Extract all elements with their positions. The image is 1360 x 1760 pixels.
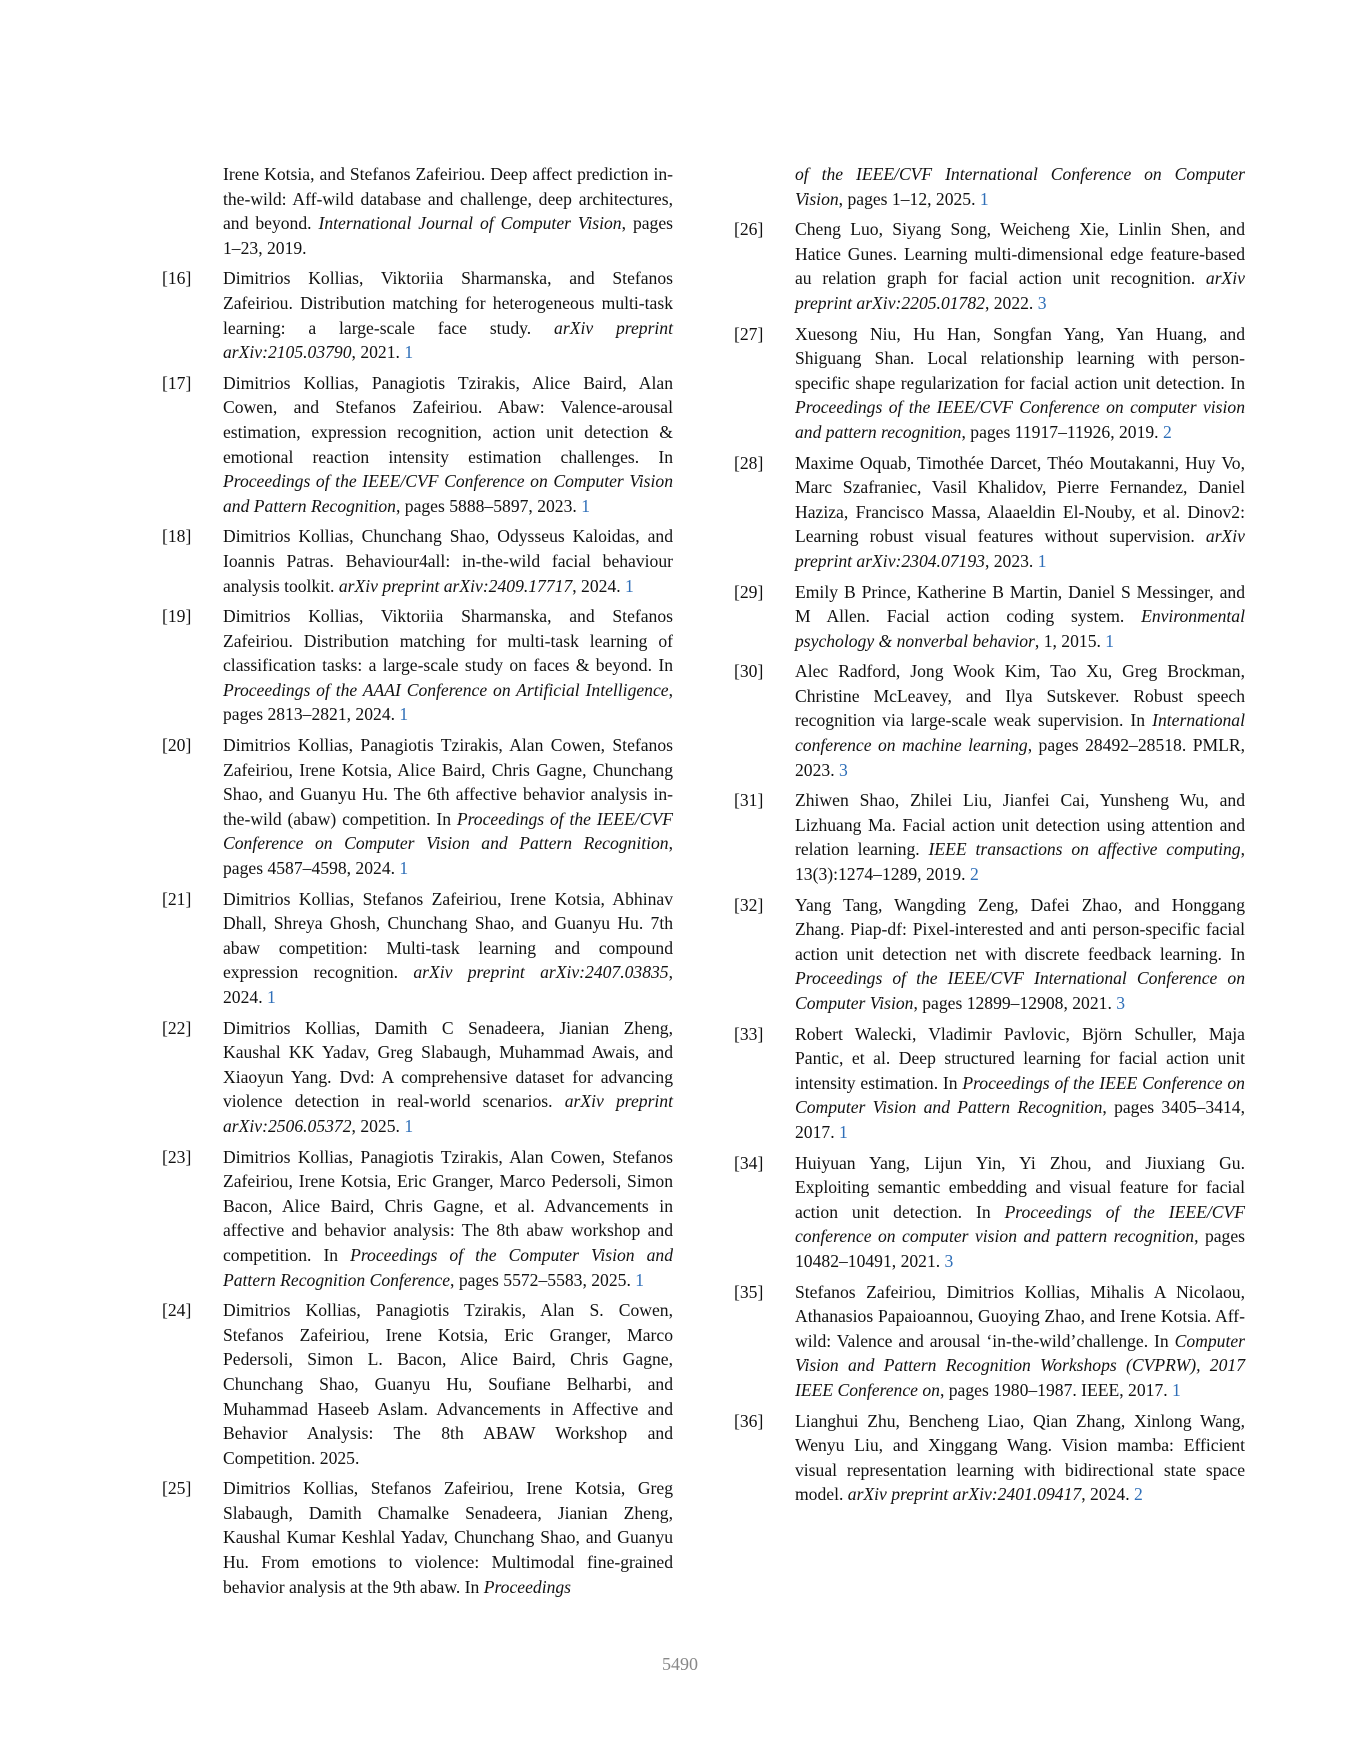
citation-backlink[interactable]: 1 bbox=[581, 495, 590, 516]
reference-33: [33] Robert Walecki, Vladimir Pavlovic, Björn Schuller, Maja Pantic, et al. Deep structured learning for facial action unit intensity estimation. In Proceedings of the IEEE Conference on Computer Vision and Pattern Recognition, pages 3405–3414, 2017. 1 bbox=[734, 1023, 1246, 1142]
reference-number: [30] bbox=[734, 661, 764, 682]
reference-17: [17] Dimitrios Kollias, Panagiotis Tzirakis, Alice Baird, Alan Cowen, and Stefanos Zafeiriou. Abaw: Valence-arousal estimation, expression recognition, action unit detection & emotional reaction intensity estimation challenges. In Proceedings of the IEEE/CVF Conference on Computer Vision and Pattern Recognition, pages 5888–5897, 2023. 1 bbox=[162, 372, 673, 516]
reference-35: [35] Stefanos Zafeiriou, Dimitrios Kollias, Mihalis A Nicolaou, Athanasios Papaioannou, Guoying Zhao, and Irene Kotsia. Aff-wild: Valence and arousal ‘in-the-wild’challenge. In Computer Vision and Pattern Recognition Workshops (CVPRW), 2017 IEEE Conference on, pages 1980–1987. IEEE, 2017. 1 bbox=[734, 1281, 1245, 1400]
citation-backlink[interactable]: 1 bbox=[625, 575, 634, 596]
reference-number: [31] bbox=[734, 790, 764, 811]
page-number: 5490 bbox=[662, 1654, 698, 1674]
reference-number: [24] bbox=[162, 1300, 192, 1321]
reference-number: [23] bbox=[162, 1146, 192, 1167]
reference-32: [32] Yang Tang, Wangding Zeng, Dafei Zhao, and Honggang Zhang. Piap-df: Pixel-interested and anti person-specific facial action unit detection net with discrete feedback learning. In Proceedings of the IEEE/CVF International Conference on Computer Vision, pages 12899–12908, 2021. 3 bbox=[734, 894, 1245, 1013]
citation-backlink[interactable]: 2 bbox=[1133, 1484, 1143, 1505]
citation-backlink[interactable]: 2 bbox=[1162, 421, 1172, 442]
reference-number: [26] bbox=[734, 219, 764, 240]
citation-backlink[interactable]: 3 bbox=[838, 759, 848, 780]
reference-21: [21] Dimitrios Kollias, Stefanos Zafeiriou, Irene Kotsia, Abhinav Dhall, Shreya Ghosh, Chunchang Shao, and Guanyu Hu. 7th abaw competition: Multi-task learning and compound expression recognition. arXiv preprint arXiv:2407.03835, 2024. 1 bbox=[162, 888, 673, 1007]
reference-number: [27] bbox=[734, 323, 764, 344]
reference-number: [20] bbox=[162, 735, 192, 756]
reference-28: [28] Maxime Oquab, Timothée Darcet, Théo Moutakanni, Huy Vo, Marc Szafraniec, Vasil Khalidov, Pierre Fernandez, Daniel Haziza, Francisco Massa, Alaaeldin El-Nouby, et al. Dinov2: Learning robust visual features without supervision. arXiv preprint arXiv:2304.07193, 2023. 1 bbox=[734, 452, 1245, 571]
reference-number: [22] bbox=[162, 1017, 192, 1038]
citation-backlink[interactable]: 3 bbox=[944, 1250, 954, 1271]
citation-backlink[interactable]: 2 bbox=[969, 864, 979, 885]
reference-number: [34] bbox=[734, 1152, 764, 1173]
reference-34: [34] Huiyuan Yang, Lijun Yin, Yi Zhou, and Jiuxiang Gu. Exploiting semantic embedding and visual feature for facial action unit detection. In Proceedings of the IEEE/CVF conference on computer vision and pattern recognition, pages 10482–10491, 2021. 3 bbox=[734, 1152, 1246, 1271]
reference-number: [19] bbox=[162, 606, 192, 627]
reference-27: [27] Xuesong Niu, Hu Han, Songfan Yang, Yan Huang, and Shiguang Shan. Local relationship learning with person-specific shape regularization for facial action unit detection. In Proceedings of the IEEE/CVF Conference on computer vision and pattern recognition, pages 11917–11926, 2019. 2 bbox=[734, 323, 1245, 442]
reference-number: [17] bbox=[162, 372, 192, 393]
reference-31: [31] Zhiwen Shao, Zhilei Liu, Jianfei Cai, Yunsheng Wu, and Lizhuang Ma. Facial action unit detection using attention and relation learning. IEEE transactions on affective computing, 13(3):1274–1289, 2019. 2 bbox=[734, 790, 1245, 885]
reference-number: [36] bbox=[734, 1410, 764, 1431]
reference-20: [20] Dimitrios Kollias, Panagiotis Tzirakis, Alan Cowen, Stefanos Zafeiriou, Irene Kotsia, Alice Baird, Chris Gagne, Chunchang Shao, and Guanyu Hu. The 6th affective behavior analysis in-the-wild (abaw) competition. In Proceedings of the IEEE/CVF Conference on Computer Vision and Pattern Recognition, pages 4587–4598, 2024. 1 bbox=[162, 735, 673, 879]
reference-26: [26] Cheng Luo, Siyang Song, Weicheng Xie, Linlin Shen, and Hatice Gunes. Learning multi-dimensional edge feature-based au relation graph for facial action unit recognition. arXiv preprint arXiv:2205.01782, 2022. 3 bbox=[734, 219, 1245, 313]
citation-backlink[interactable]: 1 bbox=[404, 342, 414, 363]
citation-backlink[interactable]: 1 bbox=[1037, 550, 1047, 571]
reference-number: [32] bbox=[734, 894, 764, 915]
reference-continuation: Irene Kotsia, and Stefanos Zafeiriou. Deep affect prediction in-the-wild: Aff-wild database and challenge, deep architectures, and beyond. International Journal of Computer Vision, pages 1–23, 2019. bbox=[223, 164, 673, 258]
reference-23: [23] Dimitrios Kollias, Panagiotis Tzirakis, Alan Cowen, Stefanos Zafeiriou, Irene Kotsia, Eric Granger, Marco Pedersoli, Simon Bacon, Alice Baird, Chris Gagne, et al. Advancements in affective and behavior analysis: The 8th abaw workshop and competition. In Proceedings of the Computer Vision and Pattern Recognition Conference, pages 5572–5583, 2025. 1 bbox=[162, 1146, 673, 1290]
reference-continuation: of the IEEE/CVF International Conference on Computer Vision, pages 1–12, 2025. 1 bbox=[795, 164, 1245, 209]
reference-19: [19] Dimitrios Kollias, Viktoriia Sharmanska, and Stefanos Zafeiriou. Distribution matching for multi-task learning of classification tasks: a large-scale study on faces & beyond. In Proceedings of the AAAI Conference on Artificial Intelligence, pages 2813–2821, 2024. 1 bbox=[162, 606, 673, 725]
reference-number: [29] bbox=[734, 581, 764, 602]
citation-backlink[interactable]: 1 bbox=[1105, 630, 1115, 651]
reference-29: [29] Emily B Prince, Katherine B Martin, Daniel S Messinger, and M Allen. Facial action coding system. Environmental psychology & nonverbal behavior, 1, 2015. 1 bbox=[734, 581, 1245, 651]
citation-backlink[interactable]: 1 bbox=[979, 188, 989, 209]
reference-18: [18] Dimitrios Kollias, Chunchang Shao, Odysseus Kaloidas, and Ioannis Patras. Behaviour4all: in-the-wild facial behaviour analysis toolkit. arXiv preprint arXiv:2409.17717, 2024. 1 bbox=[162, 526, 673, 596]
reference-22: [22] Dimitrios Kollias, Damith C Senadeera, Jianian Zheng, Kaushal KK Yadav, Greg Slabaugh, Muhammad Awais, and Xiaoyun Yang. Dvd: A comprehensive dataset for advancing violence detection in real-world scenarios. arXiv preprint arXiv:2506.05372, 2025. 1 bbox=[162, 1017, 673, 1136]
citation-backlink[interactable]: 1 bbox=[266, 987, 276, 1007]
reference-number: [33] bbox=[734, 1023, 764, 1044]
citation-backlink[interactable]: 1 bbox=[838, 1121, 848, 1142]
reference-36: [36] Lianghui Zhu, Bencheng Liao, Qian Zhang, Xinlong Wang, Wenyu Liu, and Xinggang Wang. Vision mamba: Efficient visual representation learning with bidirectional state space model. arXiv preprint arXiv:2401.09417, 2024. 2 bbox=[734, 1410, 1245, 1505]
citation-backlink[interactable]: 1 bbox=[1172, 1379, 1181, 1400]
reference-24: [24] Dimitrios Kollias, Panagiotis Tzirakis, Alan S. Cowen, Stefanos Zafeiriou, Irene Kotsia, Eric Granger, Marco Pedersoli, Simon L. Bacon, Alice Baird, Chris Gagne, Chunchang Shao, Guanyu Hu, Soufiane Belharbi, and Muhammad Haseeb Aslam. Advancements in Affective and Behavior Analysis: The 8th ABAW Workshop and Competition. 2025. bbox=[162, 1300, 673, 1468]
citation-backlink[interactable]: 1 bbox=[399, 858, 409, 879]
citation-backlink[interactable]: 1 bbox=[635, 1269, 645, 1290]
citation-backlink[interactable]: 3 bbox=[1116, 993, 1126, 1013]
references-right-column bbox=[734, 162, 1246, 1513]
reference-number: [35] bbox=[734, 1281, 764, 1302]
reference-number: [18] bbox=[162, 526, 192, 547]
citation-backlink[interactable]: 1 bbox=[399, 704, 409, 725]
reference-30: [30] Alec Radford, Jong Wook Kim, Tao Xu, Greg Brockman, Christine McLeavey, and Ilya Sutskever. Robust speech recognition via large-scale weak supervision. In International conference on machine learning, pages 28492–28518. PMLR, 2023. 3 bbox=[734, 661, 1246, 780]
reference-16: [16] Dimitrios Kollias, Viktoriia Sharmanska, and Stefanos Zafeiriou. Distribution matching for heterogeneous multi-task learning: a large-scale face study. arXiv preprint arXiv:2105.03790, 2021. 1 bbox=[162, 268, 673, 363]
reference-number: [28] bbox=[734, 452, 764, 473]
citation-backlink[interactable]: 1 bbox=[404, 1115, 414, 1136]
reference-25: [25] Dimitrios Kollias, Stefanos Zafeiriou, Irene Kotsia, Greg Slabaugh, Damith Chamalke Senadeera, Jianian Zheng, Kaushal Kumar Keshlal Yadav, Chunchang Shao, and Guanyu Hu. From emotions to violence: Multimodal fine-grained behavior analysis at the 9th abaw. In Proceedings bbox=[162, 1478, 673, 1597]
reference-number: [25] bbox=[162, 1478, 192, 1499]
reference-number: [21] bbox=[162, 888, 192, 909]
reference-number: [16] bbox=[162, 268, 192, 289]
references-left-column bbox=[162, 162, 673, 1605]
citation-backlink[interactable]: 3 bbox=[1037, 292, 1047, 313]
